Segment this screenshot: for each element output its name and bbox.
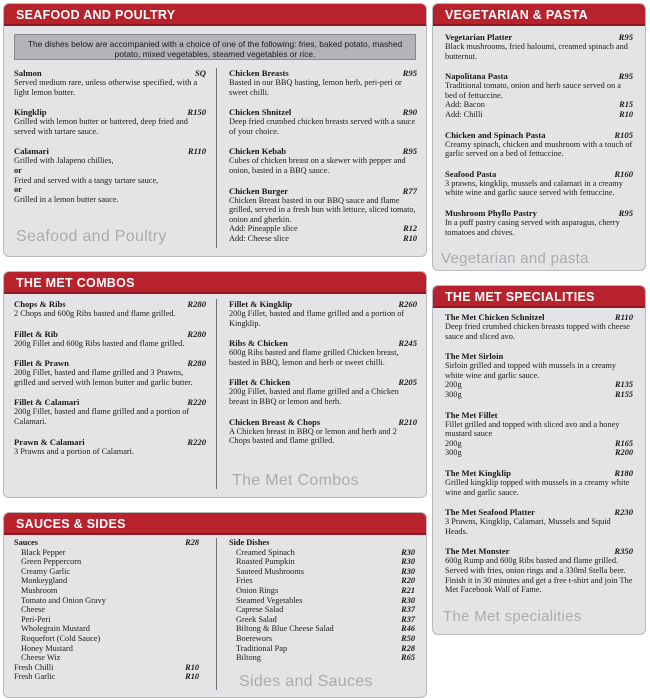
side-name: Creamed Spinach	[236, 547, 295, 557]
item-name: The Met Chicken Schnitzel	[445, 312, 545, 322]
sauces-column	[14, 538, 199, 682]
sauce-name: Cheese	[21, 605, 45, 615]
sauce-item	[14, 644, 199, 654]
side-price: R21	[401, 585, 415, 595]
menu-item-vegetarian-platter	[445, 32, 633, 61]
item-description: 3 prawns, kingklip, mussels and calamari in a creamy white wine and garlic sauce served with fettuccine.	[445, 178, 623, 198]
size-price: R200	[615, 448, 633, 458]
item-name: Fillet & Kingklip	[229, 299, 293, 309]
sauce-item	[14, 596, 199, 606]
sauce-item	[14, 576, 199, 586]
item-name: Mushroom Phyllo Pastry	[445, 207, 537, 218]
specialities-column	[445, 312, 633, 605]
item-price: R280	[187, 358, 206, 369]
item-price: R95	[618, 32, 633, 42]
seafood-poultry-panel	[3, 3, 427, 257]
item-description: 3 Prawns and a portion of Calamari.	[14, 446, 135, 456]
item-name: Chicken Breast & Chops	[229, 416, 321, 427]
fresh-chilli-price: R10	[185, 662, 199, 672]
menu-item-napolitana-pasta	[445, 71, 633, 119]
size-price: R165	[615, 438, 633, 448]
side-name: Greek Salad	[236, 614, 277, 624]
size-price: R155	[615, 389, 633, 399]
side-name: Traditional Pap	[236, 643, 288, 653]
menu-item-chicken-burger	[229, 186, 417, 244]
sauces-sides-title: SAUCES & SIDES	[4, 513, 426, 535]
sauce-item	[14, 605, 199, 615]
item-name: Chicken and Spinach Pasta	[445, 129, 546, 140]
fresh-garlic-label: Fresh Garlic	[14, 672, 56, 682]
sauce-item	[14, 653, 199, 663]
side-name: Boerewors	[236, 633, 272, 643]
sauce-name: Honey Mustard	[21, 643, 73, 653]
item-price: R150	[187, 107, 206, 118]
size-line	[445, 380, 633, 390]
item-description: 200g Fillet, basted and flame grilled and a portion of Calamari.	[14, 407, 190, 426]
side-item	[229, 624, 415, 634]
add-on-price: R10	[619, 109, 633, 119]
item-description: A Chicken breast in BBQ or lemon and herb and 2 Chops basted and flame grilled.	[229, 426, 397, 446]
item-name: Chicken Breasts	[229, 68, 289, 78]
side-price: R46	[401, 624, 415, 634]
or-separator: or	[14, 165, 22, 175]
item-price: R105	[614, 129, 633, 140]
menu-item-mushroom-phyllo	[445, 208, 633, 237]
size-line	[445, 448, 633, 458]
item-description: In a puff pastry casing served with asparagus, cherry tomatoes and chives.	[445, 217, 620, 237]
side-item	[229, 576, 415, 586]
side-name: Steamed Vegetables	[236, 595, 303, 605]
vegetarian-pasta-title: VEGETARIAN & PASTA	[433, 4, 645, 26]
side-item	[229, 644, 415, 654]
item-price: R350	[614, 546, 633, 557]
section-watermark: Sides and Sauces	[239, 673, 373, 690]
sauce-name: Green Peppercorn	[21, 557, 82, 567]
item-name: Chicken Burger	[229, 185, 288, 196]
item-description: Grilled kingklip topped with mussels in a creamy white wine and garlic sauce.	[445, 477, 630, 497]
section-watermark: The Met Combos	[232, 472, 359, 489]
menu-item-met-sirloin	[445, 351, 633, 399]
item-description: Cubes of chicken breast on a skewer with pepper and onion, basted in a BBQ sauce.	[229, 156, 406, 175]
item-name: Salmon	[14, 68, 42, 78]
sauce-name: Roquefort (Cold Sauce)	[21, 633, 101, 643]
item-price: R77	[402, 185, 417, 196]
add-on-price: R12	[403, 224, 417, 234]
section-watermark: Vegetarian and pasta	[441, 250, 589, 267]
side-dishes-label: Side Dishes	[229, 538, 270, 547]
item-name: Seafood Pasta	[445, 168, 497, 179]
item-description: 200g Fillet, basted and flame grilled and 3 Prawns, grilled and served with lemon butter and garlic butter.	[14, 368, 193, 387]
side-name: Fries	[236, 576, 253, 586]
item-description: Grilled in a lemon butter sauce.	[14, 194, 119, 204]
menu-item-chicken-shnitzel	[229, 107, 417, 136]
item-price: R260	[398, 299, 417, 309]
side-price: R65	[401, 653, 415, 663]
add-on-line	[445, 110, 633, 120]
item-name: Fillet & Calamari	[14, 397, 80, 408]
side-price: R37	[401, 614, 415, 624]
item-name: Vegetarian Platter	[445, 32, 513, 42]
item-price: R110	[614, 312, 633, 322]
side-item	[229, 634, 415, 644]
side-item	[229, 557, 415, 567]
sauce-name: Mushroom	[21, 585, 58, 595]
sides-notice: The dishes below are accompanied with a choice of one of the following: fries, baked potato, mashed potato, mixed vegetables, steamed vegetables or rice.	[14, 34, 416, 60]
menu-item-met-seafood-platter	[445, 507, 633, 536]
menu-item-fillet-prawn	[14, 358, 206, 387]
add-on-line	[445, 100, 633, 110]
item-name: Napolitana Pasta	[445, 71, 508, 82]
item-price: R220	[187, 436, 206, 447]
item-price: R160	[614, 168, 633, 179]
combos-left-column	[14, 299, 206, 466]
item-name: Chicken Shnitzel	[229, 107, 292, 118]
side-item	[229, 596, 415, 606]
item-name: Fillet & Rib	[14, 328, 58, 339]
fresh-chilli-line	[14, 663, 199, 673]
menu-item-chicken-breasts	[229, 68, 417, 97]
fresh-garlic-line	[14, 672, 199, 682]
size-label: 200g	[445, 380, 462, 390]
item-description: Sirloin grilled and topped with mussels in a creamy white wine and garlic sauce.	[445, 361, 616, 380]
section-watermark: Seafood and Poultry	[16, 228, 167, 245]
side-item	[229, 605, 415, 615]
menu-item-met-chicken-schnitzel	[445, 312, 633, 341]
item-description: Grilled with lemon butter or battered, deep fried and served with tartare sauce.	[14, 117, 188, 136]
menu-item-met-fillet	[445, 410, 633, 458]
item-price: SQ	[195, 68, 206, 78]
item-price: R210	[398, 416, 417, 427]
side-price: R30	[401, 595, 415, 605]
sauce-item	[14, 567, 199, 577]
sauce-item	[14, 548, 199, 558]
item-description: Deep fried crumbed chicken breasts topped with cheese sauce and sliced avo.	[445, 322, 630, 341]
sauces-price: R28	[185, 538, 199, 547]
item-name: Prawn & Calamari	[14, 436, 85, 447]
item-description: Fried and served with a tangy tartare sauce,	[14, 175, 159, 185]
side-name: Roasted Pumpkin	[236, 557, 295, 567]
item-name: Calamari	[14, 146, 49, 157]
poultry-column	[229, 68, 417, 254]
sauce-item	[14, 634, 199, 644]
sauces-label: Sauces	[14, 538, 38, 547]
sauce-name: Wholegrain Mustard	[21, 624, 90, 634]
item-description: 200g Fillet and 600g Ribs basted and flame grilled.	[14, 338, 185, 348]
size-label: 300g	[445, 448, 462, 458]
item-description: Black mushrooms, fried haloumi, creamed spinach and butternut.	[445, 42, 628, 61]
add-on-line	[229, 224, 417, 234]
side-name: Biltong	[236, 653, 261, 663]
item-description: Traditional tomato, onion and herb sauce served on a bed of fettuccine.	[445, 81, 621, 100]
menu-item-fillet-calamari	[14, 397, 206, 426]
menu-item-salmon	[14, 68, 206, 97]
combos-right-column	[229, 299, 417, 456]
item-name: The Met Monster	[445, 546, 510, 557]
item-name: Fillet & Prawn	[14, 358, 69, 369]
size-price: R135	[615, 380, 633, 390]
menu-item-prawn-calamari	[14, 437, 206, 457]
item-description: 200g Fillet, basted and flame grilled and a portion of Kingklip.	[229, 309, 405, 328]
menu-item-fillet-rib	[14, 329, 206, 349]
side-price: R28	[401, 643, 415, 653]
side-name: Sauteed Mushrooms	[236, 566, 304, 576]
fresh-chilli-label: Fresh Chilli	[14, 662, 54, 672]
side-name: Caprese Salad	[236, 605, 284, 615]
item-description: 3 Prawns, Kingklip, Calamari, Mussels and Squid Heads.	[445, 517, 611, 536]
item-price: R245	[398, 338, 417, 349]
item-description: Grilled with Jalapeno chillies,	[14, 156, 114, 166]
side-price: R37	[401, 605, 415, 615]
item-description: 2 Chops and 600g Ribs basted and flame grilled.	[14, 309, 176, 318]
item-description: Chicken Breast basted in our BBQ sauce and flame grilled, served in a fresh bun with lettuce, sliced tomato, onion and gherkin.	[229, 195, 416, 224]
item-description: Deep fried crumbed chicken breasts served with a sauce of your choice.	[229, 117, 416, 136]
item-description: Creamy spinach, chicken and mushroom with a touch of garlic served on a bed of fettuccine.	[445, 139, 633, 159]
or-separator: or	[14, 185, 22, 195]
sauce-name: Creamy Garlic	[21, 566, 71, 576]
item-description: Fillet grilled and topped with sliced avo and a honey mustard sauce	[445, 419, 620, 439]
menu-item-fillet-kingklip	[229, 299, 417, 328]
sauces-heading	[14, 538, 199, 548]
add-on-label: Add: Pineapple slice	[229, 224, 298, 234]
met-combos-panel	[3, 271, 427, 498]
item-description: 200g Fillet, basted and flame grilled and a Chicken breast in BBQ or lemon and herb.	[229, 387, 399, 406]
side-price: R50	[401, 633, 415, 643]
menu-item-calamari	[14, 146, 206, 204]
met-specialities-panel	[432, 285, 646, 635]
item-name: Chicken Kebab	[229, 146, 287, 157]
sauce-item	[14, 615, 199, 625]
sauce-item	[14, 624, 199, 634]
menu-item-seafood-pasta	[445, 169, 633, 198]
sauce-name: Tomato and Onion Gravy	[21, 595, 106, 605]
side-item	[229, 653, 415, 663]
menu-item-chicken-spinach-pasta	[445, 130, 633, 159]
side-price: R20	[401, 576, 415, 586]
menu-item-kingklip	[14, 107, 206, 136]
item-name: The Met Fillet	[445, 409, 498, 420]
column-divider	[216, 538, 217, 690]
met-combos-title: THE MET COMBOS	[4, 272, 426, 294]
vegetarian-column	[445, 32, 633, 247]
item-price: R280	[187, 328, 206, 339]
menu-item-chicken-breast-chops	[229, 417, 417, 446]
sauce-name: Monkeygland	[21, 576, 68, 586]
side-price: R30	[401, 566, 415, 576]
item-price: R220	[187, 397, 206, 408]
item-description: Basted in our BBQ basting, lemon herb, peri-peri or sweet chilli.	[229, 78, 402, 97]
add-on-label: Add: Chilli	[445, 109, 483, 119]
item-name: The Met Seafood Platter	[445, 507, 535, 518]
seafood-column	[14, 68, 206, 214]
item-price: R110	[187, 146, 206, 157]
add-on-price: R15	[619, 100, 633, 110]
side-item	[229, 567, 415, 577]
item-description: 600g Rump and 600g Ribs basted and flame grilled. Served with fries, onion rings and a 330ml Stella beer. Finish it in 30 minutes and get a free t-shirt and join The Met Facebook Wall of Fame.	[445, 556, 633, 595]
add-on-label: Add: Bacon	[445, 100, 485, 110]
item-description: 600g Ribs basted and flame grilled Chicken breast, basted in BBQ, lemon and herb or sweet chilli.	[229, 348, 399, 367]
sauce-item	[14, 586, 199, 596]
side-item	[229, 615, 415, 625]
seafood-poultry-title: SEAFOOD AND POULTRY	[4, 4, 426, 26]
side-item	[229, 586, 415, 596]
item-price: R95	[402, 68, 417, 78]
side-price: R30	[401, 547, 415, 557]
menu-item-ribs-chicken	[229, 338, 417, 367]
size-label: 200g	[445, 438, 462, 448]
add-on-line	[229, 234, 417, 244]
item-price: R205	[398, 377, 417, 388]
menu-item-chicken-kebab	[229, 146, 417, 175]
add-on-price: R10	[403, 233, 417, 243]
item-price: R95	[402, 146, 417, 157]
column-divider	[216, 299, 217, 489]
item-price: R280	[187, 299, 206, 309]
item-price: R180	[614, 467, 633, 478]
sauces-sides-panel	[3, 512, 427, 698]
size-label: 300g	[445, 389, 462, 399]
sauce-name: Peri-Peri	[21, 614, 51, 624]
column-divider	[216, 68, 217, 248]
side-dishes-column	[229, 538, 415, 663]
sauce-item	[14, 557, 199, 567]
side-item	[229, 548, 415, 558]
add-on-label: Add: Cheese slice	[229, 233, 289, 243]
sauce-name: Cheese Wiz	[21, 653, 61, 663]
item-name: Kingklip	[14, 107, 47, 118]
section-watermark: The Met specialities	[443, 608, 582, 625]
item-description: Served medium rare, unless otherwise specified, with a light lemon butter.	[14, 78, 198, 97]
side-dishes-heading	[229, 538, 415, 548]
menu-item-fillet-chicken	[229, 377, 417, 406]
menu-item-met-kingklip	[445, 468, 633, 497]
size-line	[445, 439, 633, 449]
menu-item-met-monster	[445, 546, 633, 594]
side-name: Biltong & Blue Cheese Salad	[236, 624, 334, 634]
item-name: Fillet & Chicken	[229, 377, 291, 388]
item-price: R95	[618, 207, 633, 218]
item-name: The Met Kingklip	[445, 467, 511, 478]
item-price: R95	[618, 71, 633, 82]
side-price: R30	[401, 557, 415, 567]
item-price: R90	[402, 107, 417, 118]
side-name: Onion Rings	[236, 585, 279, 595]
vegetarian-pasta-panel	[432, 3, 646, 271]
sauce-name: Black Pepper	[21, 547, 66, 557]
menu-item-chops-ribs	[14, 299, 206, 319]
fresh-garlic-price: R10	[185, 672, 199, 682]
item-name: Chops & Ribs	[14, 299, 66, 309]
item-name: Ribs & Chicken	[229, 338, 288, 349]
item-price: R230	[614, 507, 633, 518]
item-name: The Met Sirloin	[445, 351, 504, 362]
met-specialities-title: THE MET SPECIALITIES	[433, 286, 645, 308]
size-line	[445, 390, 633, 400]
